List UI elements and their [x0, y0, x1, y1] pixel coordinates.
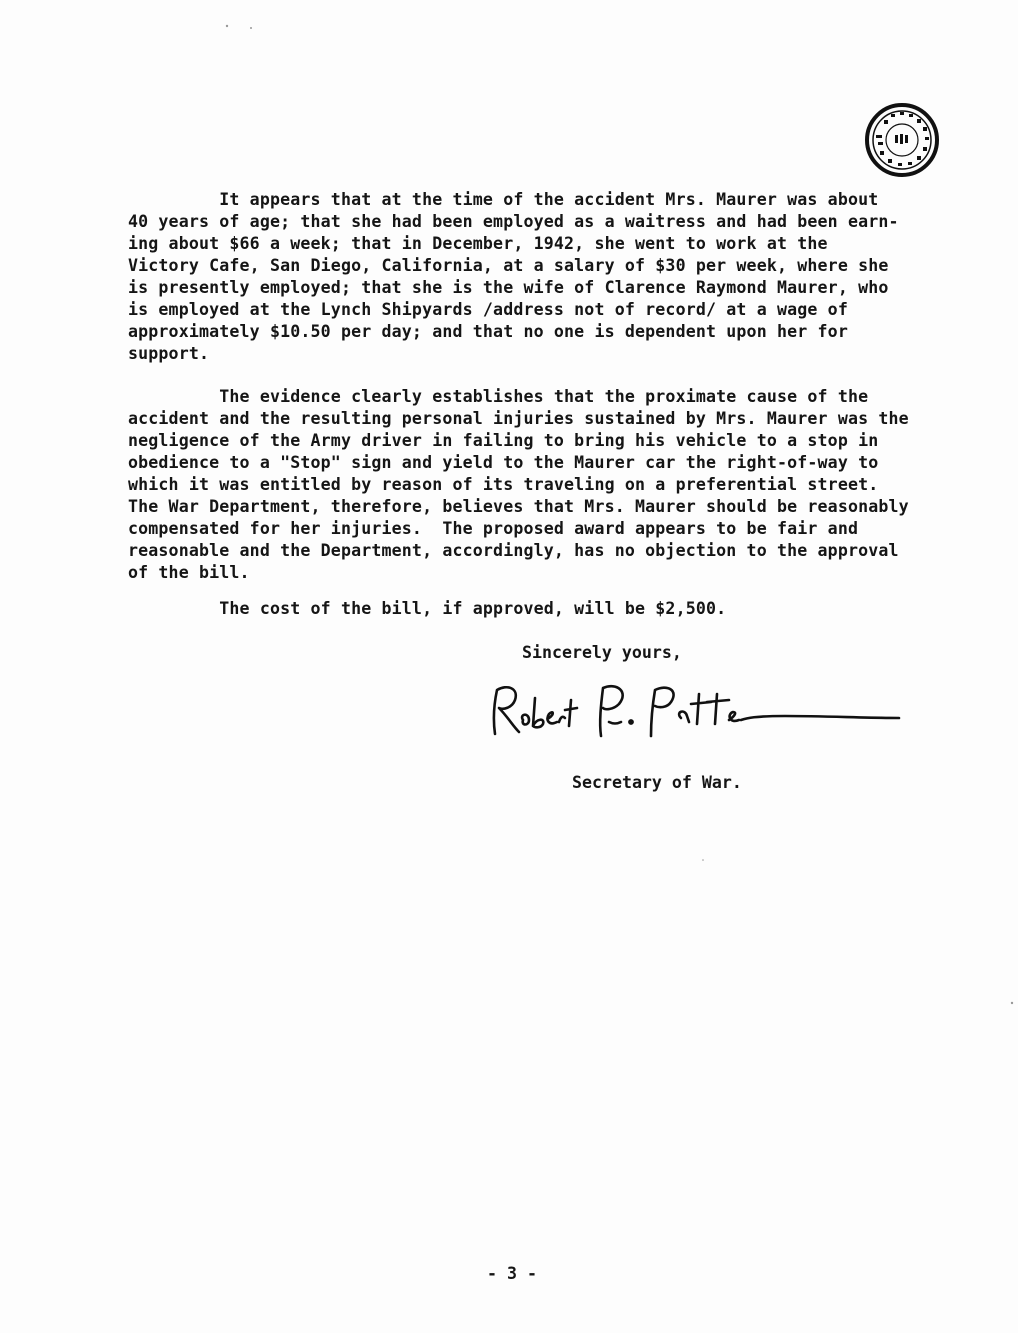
- text-line: 40 years of age; that she had been employed as a waitress and had been earn-: [128, 212, 899, 231]
- text-line: of the bill.: [128, 563, 250, 582]
- text-line: which it was entitled by reason of its traveling on a preferential street.: [128, 475, 879, 494]
- handwritten-signature: [485, 678, 905, 748]
- text-line: support.: [128, 344, 210, 363]
- text-line: ing about $66 a week; that in December, 1942, she went to work at the: [128, 234, 828, 253]
- text-line: negligence of the Army driver in failing to bring his vehicle to a stop in: [128, 431, 879, 450]
- paragraph-evidence: [128, 386, 968, 584]
- text-line: obedience to a "Stop" sign and yield to the Maurer car the right-of-way to: [128, 453, 879, 472]
- text-line: accident and the resulting personal injuries sustained by Mrs. Maurer was the: [128, 409, 909, 428]
- closing-salutation: Sincerely yours,: [522, 643, 682, 662]
- text-line: Victory Cafe, San Diego, California, at a salary of $30 per week, where she: [128, 256, 889, 275]
- text-line: is employed at the Lynch Shipyards /address not of record/ at a wage of: [128, 300, 848, 319]
- text-line: approximately $10.50 per day; and that no one is dependent upon her for: [128, 322, 848, 341]
- text-line: It appears that at the time of the accident Mrs. Maurer was about: [128, 190, 879, 209]
- text-line: The War Department, therefore, believes that Mrs. Maurer should be reasonably: [128, 497, 909, 516]
- page-number: - 3 -: [487, 1264, 537, 1283]
- text-line: compensated for her injuries. The proposed award appears to be fair and: [128, 519, 859, 538]
- text-line: is presently employed; that she is the wife of Clarence Raymond Maurer, who: [128, 278, 889, 297]
- library-stamp: [864, 102, 940, 178]
- text-line: The cost of the bill, if approved, will be $2,500.: [128, 599, 727, 618]
- paragraph-employment-details: [128, 189, 968, 365]
- text-line: reasonable and the Department, accordingly, has no objection to the approval: [128, 541, 899, 560]
- signer-title: Secretary of War.: [572, 773, 742, 792]
- paragraph-cost: [128, 598, 968, 620]
- text-line: The evidence clearly establishes that the proximate cause of the: [128, 387, 869, 406]
